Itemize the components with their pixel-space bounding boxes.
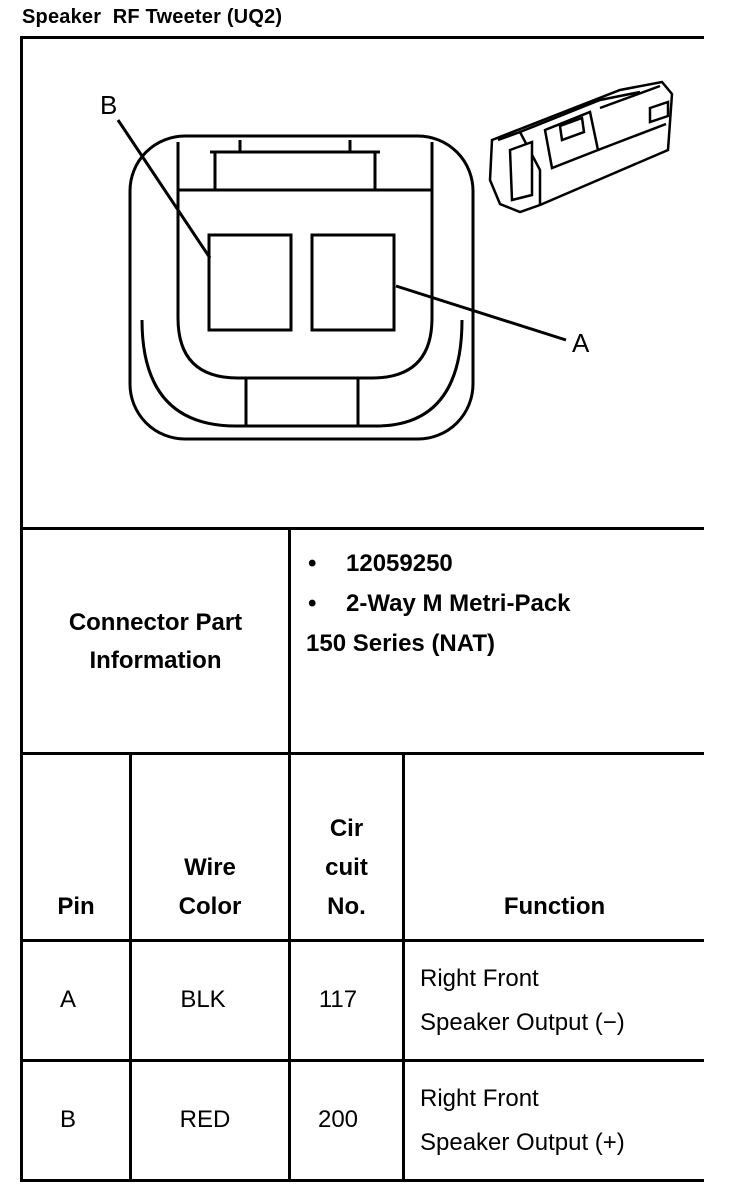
page-title: Speaker RF Tweeter (UQ2) bbox=[22, 6, 283, 28]
pin-b-callout: B bbox=[100, 90, 118, 120]
pin-cell: B bbox=[59, 1106, 76, 1133]
divider bbox=[288, 527, 291, 752]
function-cell: Right Front Speaker Output (+) bbox=[420, 1085, 625, 1156]
function-header: Function bbox=[503, 893, 606, 920]
bullet: • bbox=[308, 590, 317, 617]
pin-a-callout: A bbox=[572, 328, 590, 358]
connector-face-diagram bbox=[23, 39, 704, 527]
divider bbox=[402, 752, 405, 1182]
circuit-cell: 200 bbox=[317, 1106, 359, 1133]
part-series: 150 Series (NAT) bbox=[306, 630, 495, 657]
divider bbox=[20, 527, 704, 530]
divider bbox=[20, 1059, 704, 1062]
part-number: 12059250 bbox=[346, 550, 453, 577]
circuit-cell: 117 bbox=[318, 986, 358, 1013]
connector-info-label: Connector Part Information bbox=[68, 609, 243, 674]
wire-color-header: Wire Color bbox=[178, 854, 242, 920]
wire-color-cell: RED bbox=[179, 1106, 231, 1133]
part-description: 2-Way M Metri-Pack bbox=[346, 590, 571, 617]
circuit-number-header: Cir cuit No. bbox=[325, 815, 368, 920]
wire-color-cell: BLK bbox=[180, 986, 226, 1013]
divider bbox=[20, 752, 704, 755]
divider bbox=[20, 939, 704, 942]
pin-header: Pin bbox=[57, 893, 95, 920]
bullet: • bbox=[308, 550, 317, 577]
function-cell: Right Front Speaker Output (−) bbox=[420, 965, 625, 1036]
pin-cell: A bbox=[59, 986, 76, 1013]
